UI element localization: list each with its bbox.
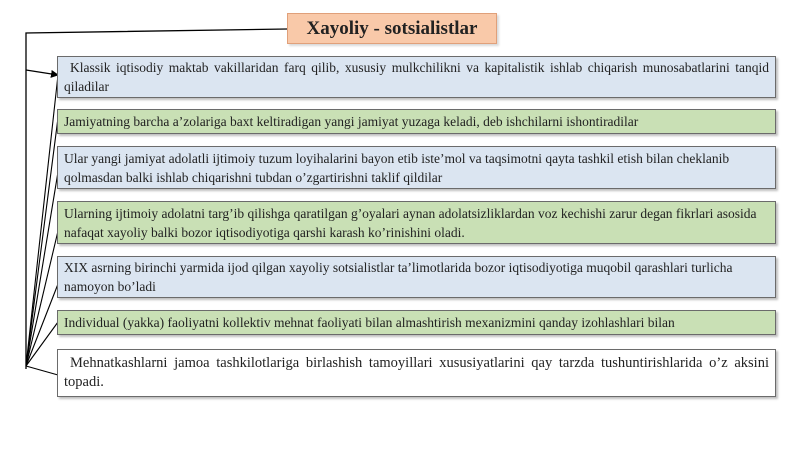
arrow-to-item-1 <box>26 70 58 75</box>
item-box-1 <box>57 56 776 98</box>
arrow-from-item-7 <box>26 366 58 375</box>
item-text-2: Jamiyatning barcha a’zolariga baxt keltiradigan yangi jamiyat yuzaga keladi, deb ishchilarni ishontiradilar <box>64 114 639 129</box>
item-text-1: Klassik iqtisodiy maktab vakillaridan farq qilib, xususiy mulkchilikni va kapitalistik ishlab chiqarish munosabatlarini tanqid qiladilar <box>64 60 769 94</box>
diagram-title-text: Xayoliy - sotsialistlar <box>306 17 478 39</box>
item-box-6 <box>57 310 776 335</box>
item-box-2 <box>57 109 776 134</box>
item-box-4 <box>57 201 776 244</box>
arrow-from-item-1 <box>26 75 58 366</box>
arrow-from-item-3 <box>26 172 58 366</box>
arrow-from-item-4 <box>26 231 58 366</box>
item-text-7: Mehnatkashlarni jamoa tashkilotlariga birlashish tamoyillari xususiyatlarini qay tarzda tushuntirishlarida o’z aksini topadi. <box>64 355 769 390</box>
item-box-5 <box>57 256 776 298</box>
item-box-3 <box>57 146 776 189</box>
item-text-4: Ularning ijtimoiy adolatni targ’ib qilishga qaratilgan g’oyalari aynan adolatsizliklardan voz kechishi zarur degan fikrlari asosida nafaqat xayoliy balki bozor iqtisodiyotiga qarshi karash ko’rinishini oladi. <box>64 205 757 240</box>
diagram-title <box>287 13 497 44</box>
item-text-5: XIX asrning birinchi yarmida ijod qilgan xayoliy sotsialistlar ta’limotlarida bozor iqtisodiyotiga muqobil qarashlari turlicha namoyon bo’ladi <box>64 260 733 294</box>
item-box-7 <box>57 349 776 397</box>
item-text-6: Individual (yakka) faoliyatni kollektiv mehnat faoliyati bilan almashtirish mexanizmini qanday izohlashlari bilan <box>64 315 675 330</box>
item-text-3: Ular yangi jamiyat adolatli ijtimoiy tuzum loyihalarini bayon etib iste’mol va taqsimotni qayta tashkil etish bilan cheklanib qolmasdan balki ishlab chiqarishni tubdan o’zgartirishni taklif qildilar <box>64 150 730 185</box>
